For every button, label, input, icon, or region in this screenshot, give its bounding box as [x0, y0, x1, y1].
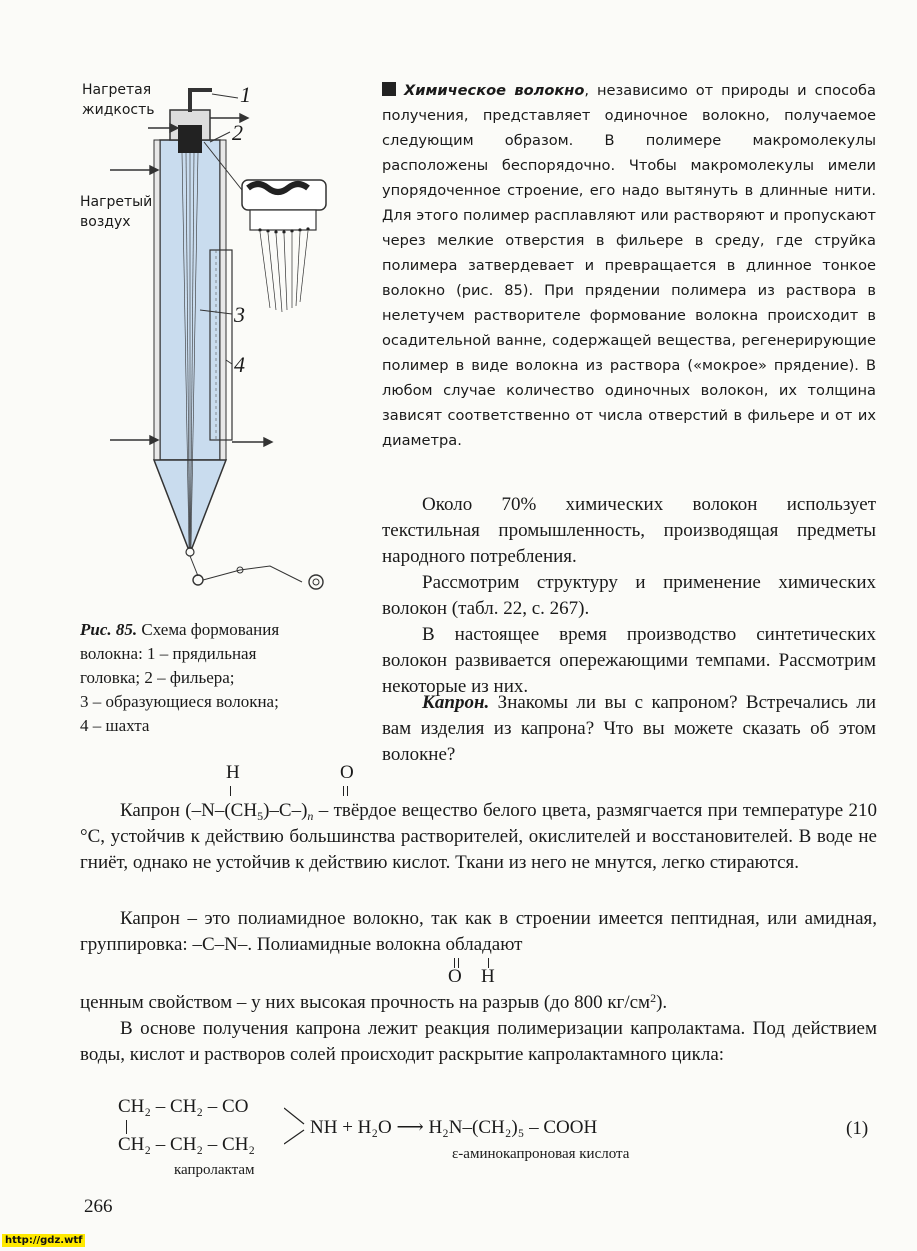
caption-line4: 3 – образующиеся волокна;: [80, 692, 279, 711]
formula-o-label: O: [340, 762, 354, 783]
label-hot-air-line2: воздух: [80, 214, 131, 230]
kapron-formula: $(-N-(CH_5)-C-)_n$: [185, 800, 314, 823]
label-hot-air-line1: Нагретый: [80, 194, 153, 210]
paragraph-6-sup: 2: [650, 991, 657, 1005]
term-kapron: Капрон.: [422, 692, 490, 713]
reaction-number: (1): [846, 1118, 869, 1139]
label-hot-liquid-line2: жидкость: [82, 102, 155, 118]
paragraph-6-end: ).: [656, 992, 668, 1013]
formula-h-label: H: [226, 762, 240, 783]
paragraph-4: [382, 690, 876, 768]
watermark-link[interactable]: http://gdz.wtf: [2, 1234, 85, 1247]
formula-part-1: (–N–(CH: [185, 800, 258, 821]
paragraph-6: [80, 906, 877, 958]
callout-2: 2: [232, 120, 243, 145]
paragraph-6-a: Капрон – это полиамидное волокно, так как в строении имеется пептидная, или амидная, группировка:: [80, 908, 877, 955]
ring-bond-left: [126, 1120, 127, 1134]
reaction-ring-bottom: CH₂ – CH₂ – CH₂: [118, 1134, 256, 1155]
formula-sub-n: n: [307, 809, 314, 823]
paragraph-5-text: – твёрдое вещество белого цвета, размягчается при температуре 210 °С, устойчив к действию большинства растворителей, окислителей и восстановителей. В воде не гниёт, однако не устойчив к действию кислот. Ткани из него не мнутся, легко стираются.: [80, 800, 877, 873]
caption-line5: 4 – шахта: [80, 716, 150, 735]
paragraph-1: Около 70% химических волокон использует текстильная промышленность, производящая предметы народного потребления.: [382, 494, 876, 567]
paragraph-5: [80, 798, 877, 876]
square-bullet-icon: [382, 82, 396, 96]
spinning-apparatus-drawing: [70, 70, 370, 610]
paragraph-6-c: ценным свойством – у них высокая прочность на разрыв (до 800 кг/см: [80, 992, 651, 1013]
amide-h-label: H: [481, 966, 495, 987]
paragraph-3: В настоящее время производство синтетических волокон развивается опережающими темпами. Рассмотрим некоторые из них.: [382, 624, 876, 697]
callout-3: 3: [234, 302, 245, 327]
paragraph-2: Рассмотрим структуру и применение химических волокон (табл. 22, с. 267).: [382, 572, 876, 619]
formula-sub-5: 5: [257, 809, 264, 823]
paragraph-6-b: . Полиамидные волокна обладают: [247, 934, 523, 955]
formula-part-2: –C–): [269, 800, 308, 821]
figure-caption: [80, 618, 365, 738]
definition-block: [382, 78, 876, 453]
definition-term: Химическое волокно: [404, 82, 585, 99]
paragraph-6-continued: [80, 990, 877, 1016]
label-hot-liquid: [82, 80, 155, 120]
callout-4: 4: [234, 352, 245, 377]
caption-line1: Схема формования: [137, 620, 280, 639]
callout-1: 1: [240, 82, 251, 107]
formula-bond-h: [230, 786, 231, 796]
amide-o-label: O: [448, 966, 462, 987]
amide-group: –C–N–: [192, 934, 248, 955]
caption-title: Рис. 85.: [80, 620, 138, 639]
spinning-diagram: [70, 70, 370, 610]
caption-line3: головка; 2 – фильера;: [80, 668, 235, 687]
page-number: 266: [84, 1196, 113, 1217]
label-hot-air: [80, 192, 152, 232]
label-hot-liquid-line1: Нагретая: [82, 82, 152, 98]
label-caprolactam: капролактам: [174, 1162, 255, 1178]
reaction-ring-top: CH₂ – CH₂ – CO: [118, 1096, 249, 1117]
label-aminocaproic-acid: ε-аминокапроновая кислота: [452, 1146, 630, 1162]
paragraph-7: В основе получения капрона лежит реакция полимеризации капролактама. Под действием воды, кислот и растворов солей происходит раскрытие капролактамного цикла:: [80, 1018, 877, 1065]
caption-line2: волокна: 1 – прядильная: [80, 644, 257, 663]
formula-bond-o-1: [343, 786, 344, 796]
ring-bond-right: [284, 1104, 308, 1148]
formula-bond-o-2: [347, 786, 348, 796]
definition-text: , независимо от природы и способа получения, представляет одиночное волокно, получаемое следующим образом. В полимере макромолекулы расположены беспорядочно. Чтобы макромолекулы имели упорядоченное строение, его надо вытянуть в длинные нити. Для этого полимер расплавляют или растворяют и пропускают через мелкие отверстия в фильере в среду, где струйка полимера затвердевает и превращается в длинное тонкое волокно (рис. 85). При прядении полимера из раствора в нелетучем растворителе формование волокна происходит в осадительной ванне, содержащей вещества, регенерирующие полимер в виде волокна из раствора («мокрое» прядение). В любом случае количество одиночных волокон, их толщина зависят соответственно от числа отверстий в фильере и от их диаметра.: [382, 82, 876, 449]
reaction-equation: NH + H₂O ⟶ H₂N–(CH₂)₅ – COOH: [310, 1117, 598, 1138]
paragraph-4-text: Знакомы ли вы с капроном? Встречались ли вам изделия из капрона? Что вы можете сказать об этом волокне?: [382, 692, 876, 765]
kapron-word: Капрон: [120, 800, 180, 821]
